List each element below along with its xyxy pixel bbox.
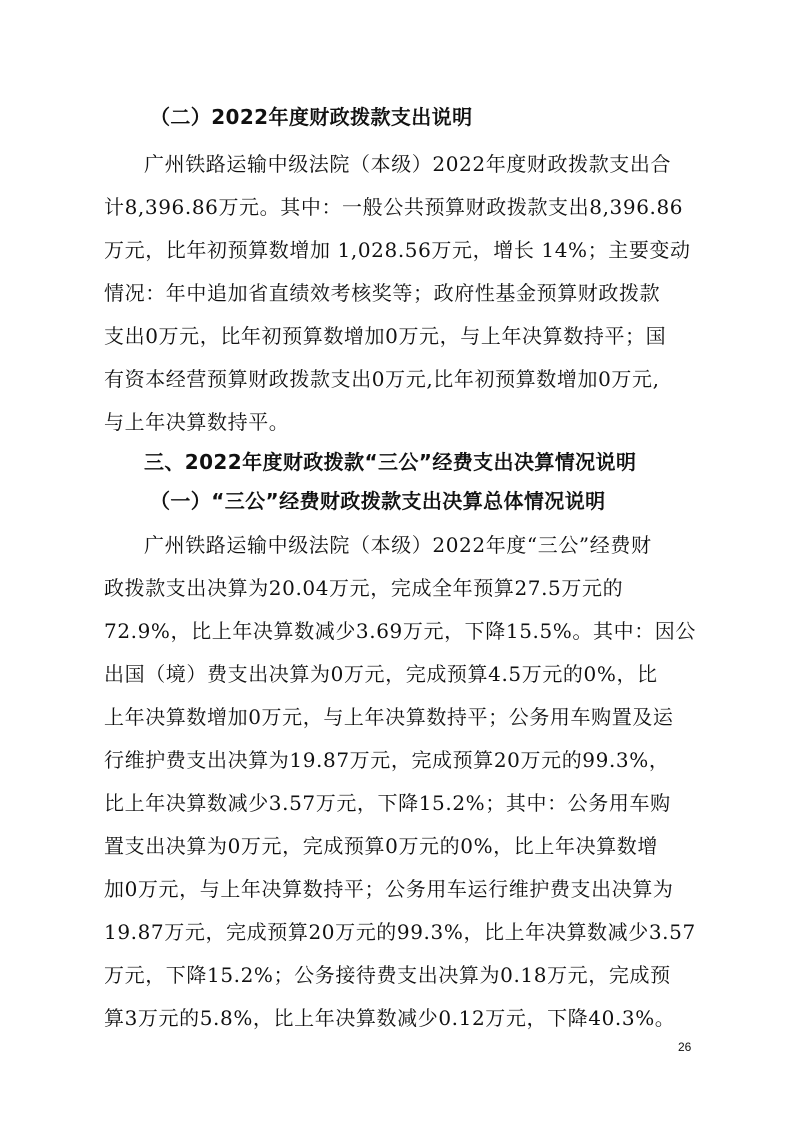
paragraph-line: 加0万元，与上年决算数持平；公务用车运行维护费支出决算为 <box>104 877 674 901</box>
page-number: 26 <box>678 1040 692 1054</box>
paragraph-line: 比上年决算数减少3.57万元，下降15.2%；其中：公务用车购 <box>104 791 671 815</box>
paragraph-line: 情况：年中追加省直绩效考核奖等；政府性基金预算财政拨款 <box>104 281 661 305</box>
section-2-heading: （二）2022年度财政拨款支出说明 <box>150 105 473 129</box>
paragraph-line: 72.9%，比上年决算数减少3.69万元，下降15.5%。其中：因公 <box>104 619 697 643</box>
paragraph-line: 与上年决算数持平。 <box>104 410 290 434</box>
paragraph-line: 广州铁路运输中级法院（本级）2022年度“三公”经费财 <box>144 533 652 557</box>
paragraph-line: 有资本经营预算财政拨款支出0万元,比年初预算数增加0万元, <box>104 367 660 391</box>
paragraph-line: 政拨款支出决算为20.04万元，完成全年预算27.5万元的 <box>104 576 624 600</box>
paragraph-line: 置支出决算为0万元，完成预算0万元的0%，比上年决算数增 <box>104 834 658 858</box>
paragraph-line: 算3万元的5.8%，比上年决算数减少0.12万元，下降40.3%。 <box>104 1006 676 1030</box>
paragraph-line: 支出0万元，比年初预算数增加0万元，与上年决算数持平；国 <box>104 324 667 348</box>
paragraph-line: 万元，下降15.2%；公务接待费支出决算为0.18万元，完成预 <box>104 963 671 987</box>
paragraph-line: 上年决算数增加0万元，与上年决算数持平；公务用车购置及运 <box>104 705 674 729</box>
paragraph-line: 出国（境）费支出决算为0万元，完成预算4.5万元的0%，比 <box>104 662 658 686</box>
subsection-1-heading: （一）“三公”经费财政拨款支出决算总体情况说明 <box>150 489 606 513</box>
paragraph-line: 广州铁路运输中级法院（本级）2022年度财政拨款支出合 <box>144 152 672 176</box>
paragraph-line: 万元，比年初预算数增加 1,028.56万元，增长 14%；主要变动 <box>104 238 691 262</box>
section-3-heading: 三、2022年度财政拨款“三公”经费支出决算情况说明 <box>144 450 637 474</box>
paragraph-line: 计8,396.86万元。其中：一般公共预算财政拨款支出8,396.86 <box>104 195 684 219</box>
paragraph-line: 行维护费支出决算为19.87万元，完成预算20万元的99.3%， <box>104 748 670 772</box>
paragraph-line: 19.87万元，完成预算20万元的99.3%，比上年决算数减少3.57 <box>104 920 696 944</box>
